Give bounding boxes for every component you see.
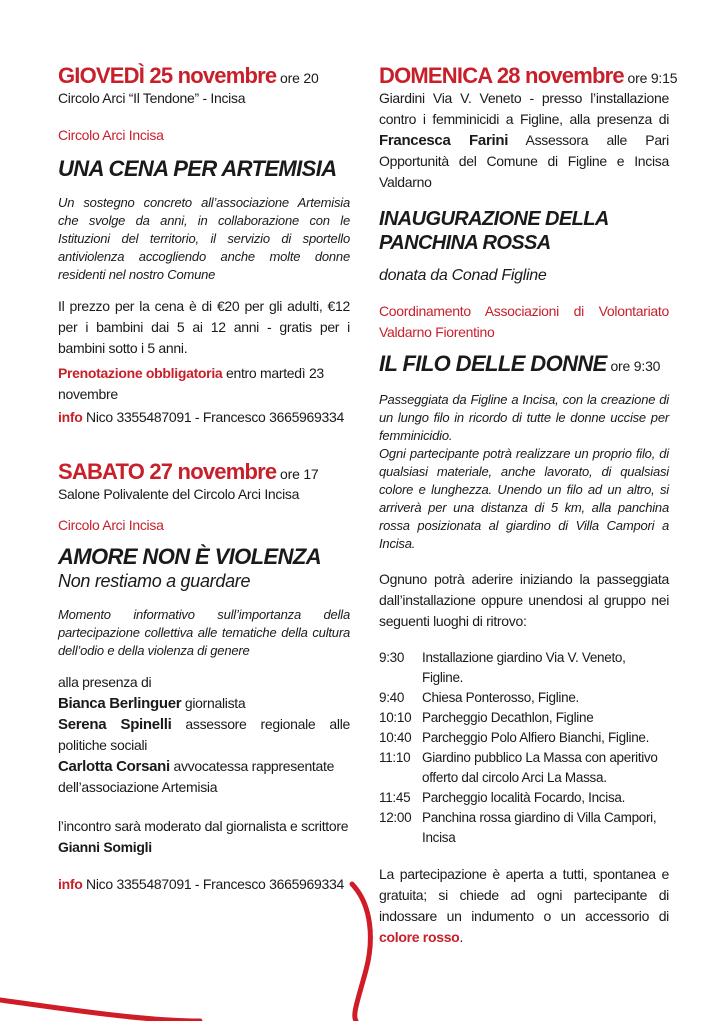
schedule-table (379, 648, 669, 848)
guest-name: Francesca Farini (379, 132, 509, 149)
schedule-place: Panchina rossa giardino di Villa Campori, Incisa (422, 810, 657, 845)
guest-name: Carlotta Corsani (58, 758, 170, 775)
event-title: IL FILO DELLE DONNE (379, 351, 607, 376)
schedule-row (379, 708, 669, 728)
presence-intro: alla presenza di (58, 674, 152, 690)
event-giovedi (58, 63, 350, 428)
event-venue (379, 88, 669, 193)
schedule-place: Parcheggio Polo Alfiero Bianchi, Figline. (422, 730, 650, 745)
closing-body: La partecipazione è aperta a tutti, spontanea e gratuita; si chiede ad ogni partecipante di indossare un indumento o un accessorio di (379, 866, 669, 924)
event-subtitle: donata da Conad Figline (379, 267, 547, 284)
schedule-time: 9:30 (379, 650, 405, 665)
schedule-place: Parcheggio località Focardo, Incisa. (422, 790, 626, 805)
schedule-place: Chiesa Ponterosso, Figline. (422, 690, 579, 705)
event-time: ore 17 (280, 466, 319, 482)
moderator (58, 816, 350, 858)
event-organizer: Circolo Arci Incisa (58, 517, 164, 533)
schedule-row (379, 748, 669, 788)
booking-text: entro martedì 23 novembre (58, 365, 324, 402)
event-time: ore 9:30 (610, 358, 661, 374)
event-booking (58, 363, 350, 405)
left-column (58, 63, 350, 895)
booking-label: Prenotazione obbligatoria (58, 365, 223, 381)
info-label: info (58, 409, 83, 425)
venue-text: Giardini Via V. Veneto - presso l’installazione contro i femminicidi a Figline, alla presenza di (379, 90, 669, 127)
closing-end: . (459, 929, 464, 945)
event-title-line-1: INAUGURAZIONE DELLA (379, 208, 609, 230)
event-description-2: Ogni partecipante potrà realizzare un proprio filo, di qualsiasi materiale, anche lavorato, di qualsiasi colore e lunghezza. Unendo un filo ad un altro, si arriverà per una distanza di 5 km, alla panchina rossa posizionata al giardino di Villa Campori a Incisa. (379, 446, 669, 551)
event-time: ore 20 (280, 70, 319, 86)
event-date-line (58, 459, 350, 484)
event-title-line (379, 351, 669, 377)
info-text: Nico 3355487091 - Francesco 3665969334 (82, 409, 344, 425)
event-subtitle: Non restiamo a guardare (58, 571, 251, 591)
info-text: Nico 3355487091 - Francesco 3665969334 (82, 876, 344, 892)
guest-role: assessore regionale alle politiche sociali (58, 716, 350, 753)
schedule-time: 11:10 (379, 750, 411, 765)
event-description: Un sostegno concreto all’associazione Artemisia che svolge da anni, in collaborazione con le Istituzioni del territorio, il servizio di sportello antiviolenza accogliendo anche molte donne residenti nel nostro Comune (58, 195, 350, 282)
event-title: AMORE NON È VIOLENZA (58, 544, 322, 569)
event-day: GIOVEDÌ 25 novembre (58, 63, 277, 88)
event-venue: Circolo Arci “Il Tendone” - Incisa (58, 90, 246, 106)
schedule-row (379, 728, 669, 748)
schedule-time: 12:00 (379, 810, 412, 825)
guest-2 (58, 714, 350, 756)
moderator-text: l’incontro sarà moderato dal giornalista e scrittore (58, 818, 349, 834)
schedule-place: Giardino pubblico La Massa con aperitivo offerto dal circolo Arci La Massa. (422, 750, 658, 785)
event-time: ore 9:15 (627, 70, 678, 86)
closing-text (379, 864, 669, 948)
guest-name: Serena Spinelli (58, 716, 172, 733)
schedule-row (379, 788, 669, 808)
closing-highlight: colore rosso (379, 929, 460, 945)
guest-role: giornalista (181, 695, 246, 711)
event-title: UNA CENA PER ARTEMISIA (58, 156, 337, 181)
event-filo-delle-donne (379, 301, 669, 948)
guest-role: Assessora alle Pari Opportunità del Comune di Figline e Incisa Valdarno (379, 132, 669, 190)
event-day: SABATO 27 novembre (58, 459, 277, 484)
event-sabato (58, 459, 350, 895)
schedule-place: Installazione giardino Via V. Veneto, Figline. (422, 650, 626, 685)
guest-3 (58, 756, 350, 798)
right-column (379, 63, 678, 948)
event-description-1: Passeggiata da Figline a Incisa, con la creazione di un lungo filo in ricordo di tutte le donne uccise per femminicidio. (379, 392, 669, 443)
schedule-row (379, 808, 669, 848)
info-label: info (58, 876, 83, 892)
moderator-name: Gianni Somigli (58, 839, 152, 855)
schedule-time: 10:10 (379, 710, 412, 725)
guest-name: Bianca Berlinguer (58, 695, 182, 712)
guest-role: avvocatessa rappresentate dell’associazione Artemisia (58, 758, 335, 795)
schedule-row (379, 688, 669, 708)
schedule-time: 9:40 (379, 690, 405, 705)
event-title-line-2: PANCHINA ROSSA (379, 232, 551, 254)
schedule-time: 11:45 (379, 790, 411, 805)
schedule-time: 10:40 (379, 730, 412, 745)
event-date-line (379, 63, 678, 88)
event-description: Momento informativo sull’importanza della partecipazione collettiva alle tematiche della cultura dell’odio e della violenza di genere (58, 607, 350, 658)
schedule-row (379, 648, 669, 688)
event-day: DOMENICA 28 novembre (379, 63, 624, 88)
guest-1 (58, 693, 350, 714)
event-organizer: Coordinamento Associazioni di Volontariato Valdarno Fiorentino (379, 303, 669, 340)
event-organizer: Circolo Arci Incisa (58, 127, 164, 143)
event-price: Il prezzo per la cena è di €20 per gli adulti, €12 per i bambini dai 5 ai 12 anni - gratis per i bambini sotto i 5 anni. (58, 298, 350, 356)
event-venue: Salone Polivalente del Circolo Arci Incisa (58, 486, 300, 502)
meeting-points-intro: Ognuno potrà aderire iniziando la passeggiata dall’installazione oppure unendosi al gruppo nei seguenti luoghi di ritrovo: (379, 571, 669, 629)
event-info (58, 874, 350, 895)
event-domenica (379, 63, 678, 287)
event-info (58, 407, 350, 428)
schedule-place: Parcheggio Decathlon, Figline (422, 710, 594, 725)
event-date-line (58, 63, 350, 88)
